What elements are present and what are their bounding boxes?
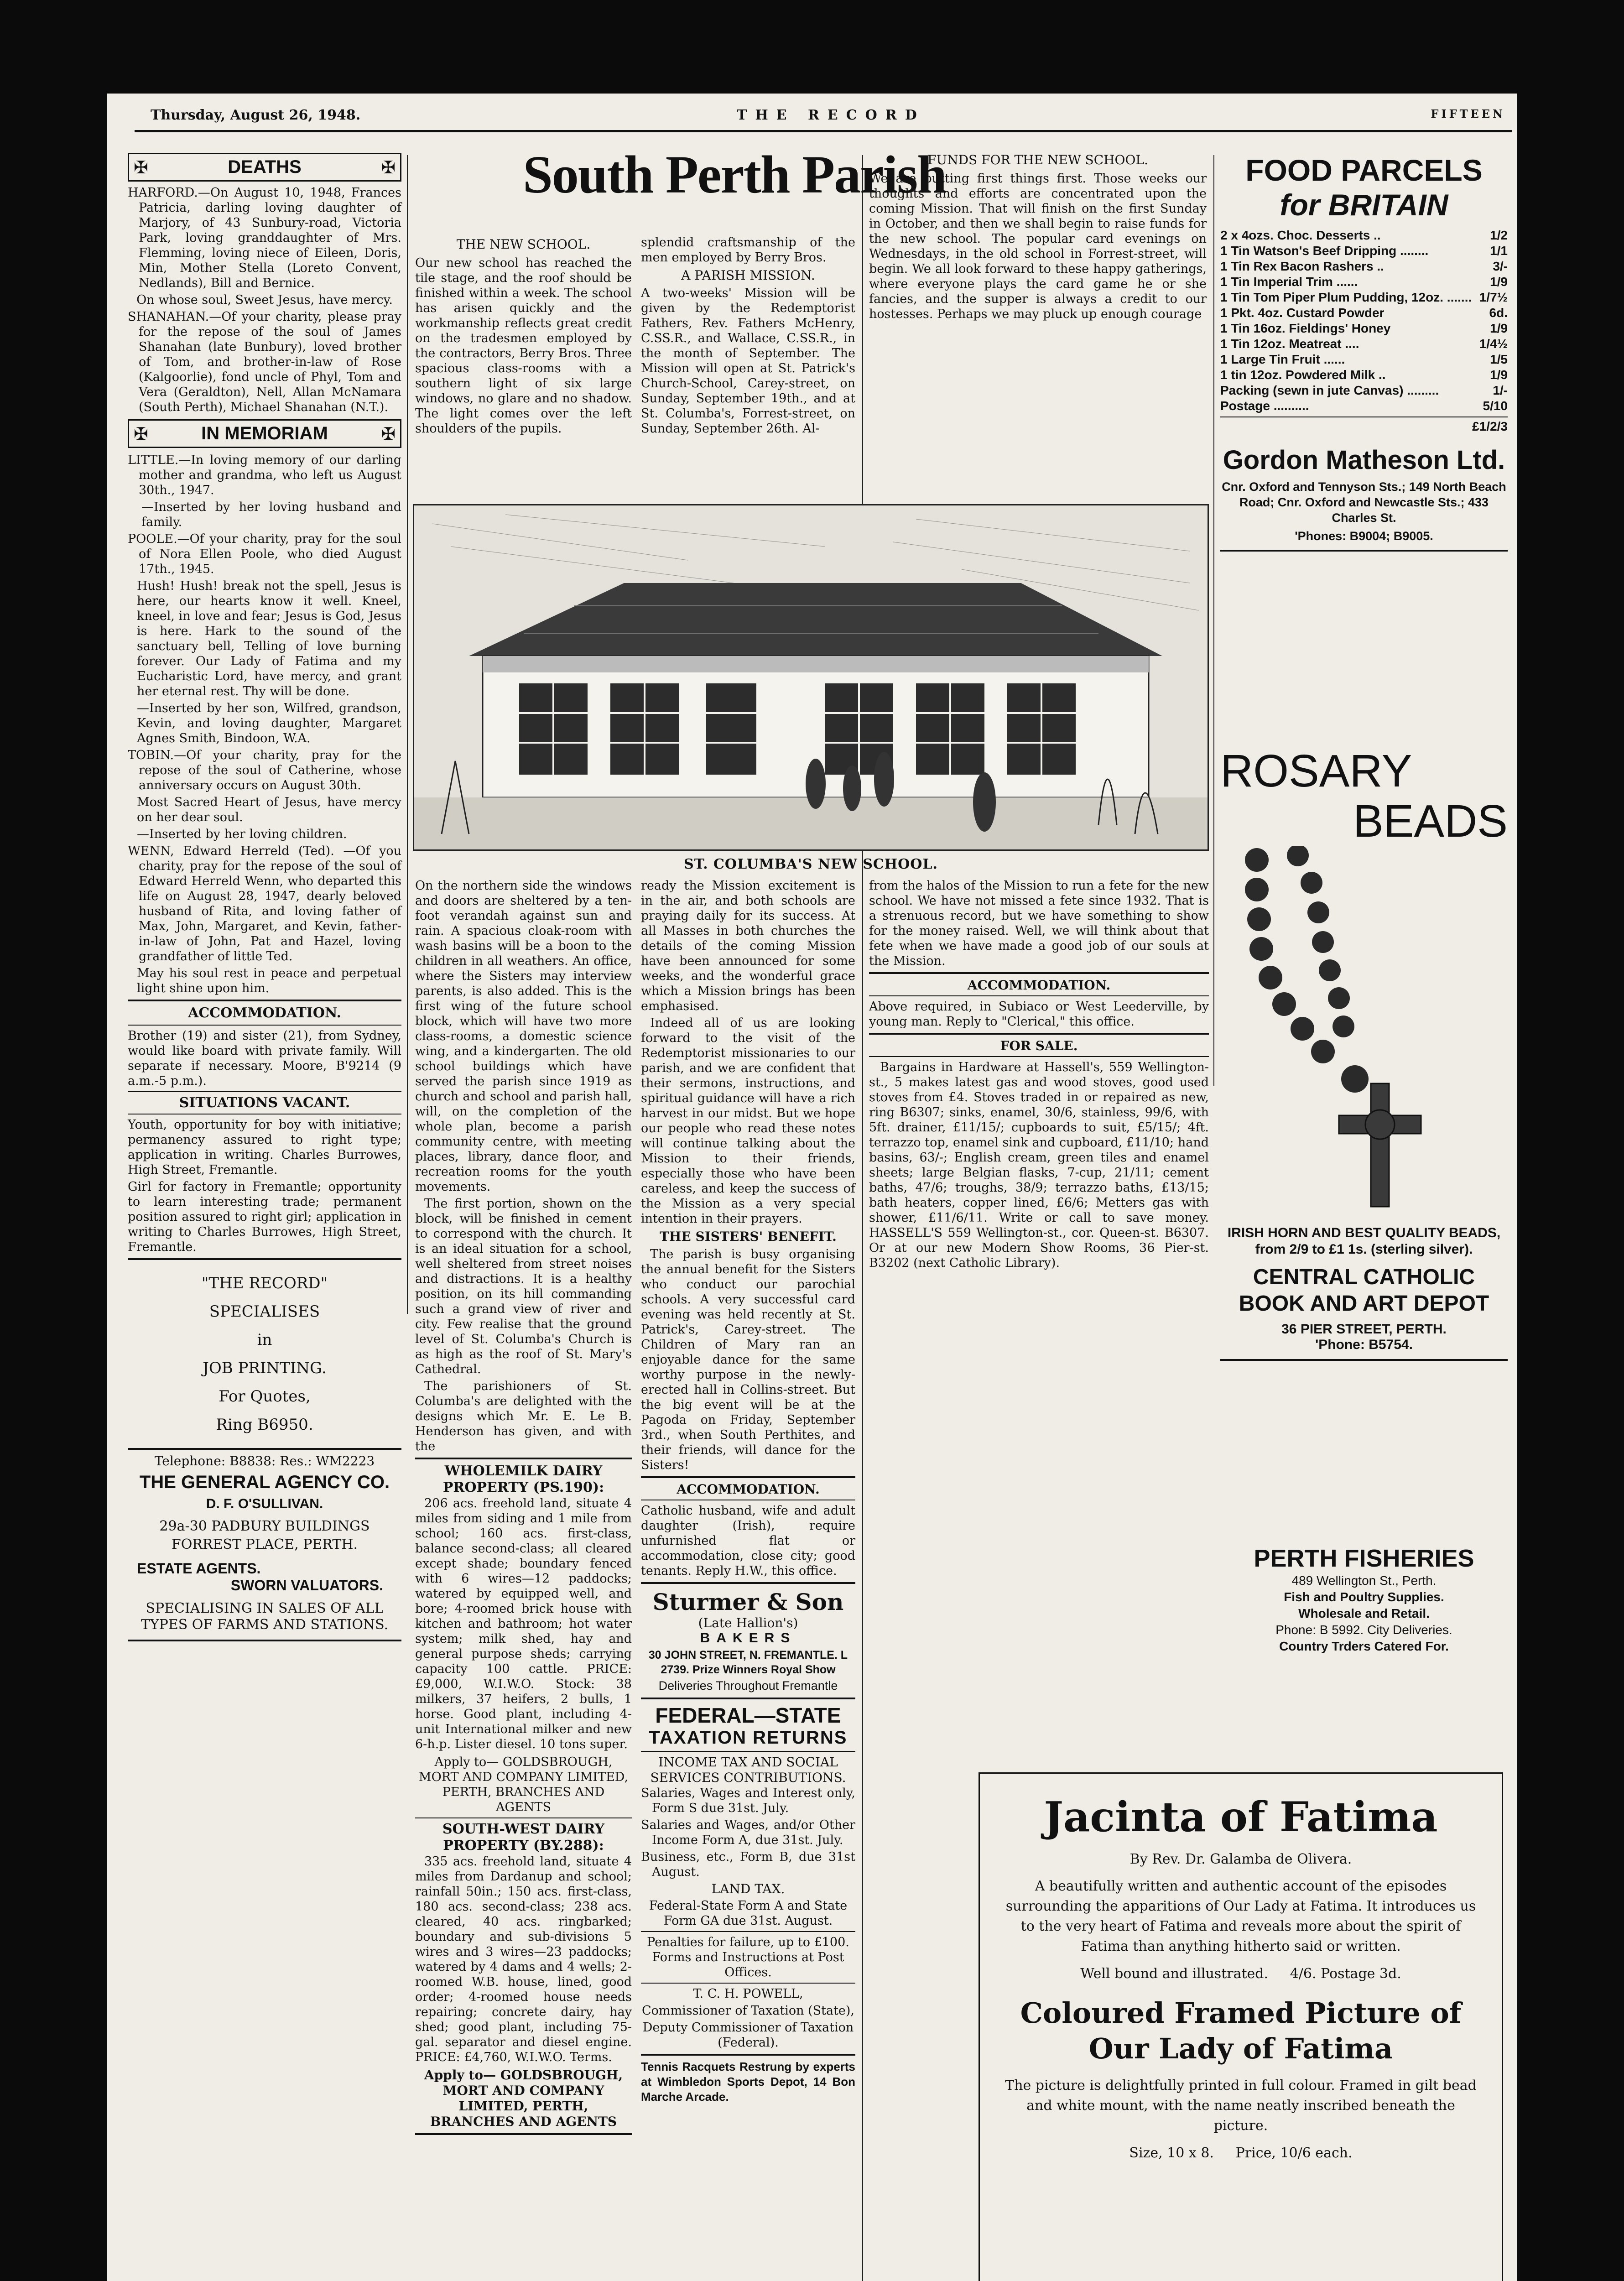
sturmer-name: Sturmer & Son [652, 1588, 844, 1615]
parish-col-b-lower [641, 878, 855, 2106]
death-notice: SHANAHAN.—Of your charity, please pray for the repose of the soul of James Shanahan (late Bunbury), loved brother of Tom, and brother-in-law of Rose (Kalgoorlie), fond uncle of Phyl, Tom and Vera (Geraldton), Nell, Allan McNamara (South Perth), Michael Shanahan (N.T.). [128, 310, 401, 414]
memoriam-heading: IN MEMORIAM [201, 423, 328, 443]
food-item-name: 1 Tin Watson's Beef Dripping ........ [1220, 244, 1429, 258]
parish-col-a-lower [415, 878, 632, 2139]
food-item [1220, 290, 1508, 305]
prayer-line: On whose soul, Sweet Jesus, have mercy. [136, 293, 393, 307]
mission-heading: A PARISH MISSION. [681, 268, 815, 283]
food-item-name: Packing (sewn in jute Canvas) ......... [1220, 383, 1439, 397]
dairy-heading: SOUTH-WEST DAIRY PROPERTY (BY.288): [442, 1821, 605, 1854]
rosary-ad [1220, 746, 1508, 1364]
tax-heading-2: TAXATION RETURNS [649, 1728, 848, 1748]
fatima-ad [979, 1772, 1503, 2281]
tax-signature: T. C. H. POWELL, [693, 1987, 803, 2001]
food-item-price: 1/1 [1490, 244, 1508, 258]
parish-paragraph: We are putting first things first. Those weeks our thoughts and efforts are concentrated upon the coming Mission. That will finish on the first Sunday in October, and then we shall begin to raise funds for the new school. The popular card evenings on Wednesdays, in the old school in Forrest-street, will begin. We all look forward to these happy gatherings, where everyone plays the card game he or she fancies, and the supper is always a credit to our hostesses. Perhaps we may pluck up enough courage [869, 172, 1207, 321]
situations-heading: SITUATIONS VACANT. [179, 1095, 350, 1111]
agency-address: 29a-30 PADBURY BUILDINGS FORREST PLACE, PERTH. [159, 1518, 370, 1552]
memoriam-notice: TOBIN.—Of your charity, pray for the repose of the soul of Catherine, whose anniversary occurs on August 30th. [128, 748, 401, 792]
food-item-price: 3/- [1493, 259, 1508, 273]
food-item [1220, 336, 1508, 352]
illustration-caption: ST. COLUMBA'S NEW SCHOOL. [684, 856, 938, 872]
rosary-phone: 'Phone: B5754. [1315, 1337, 1413, 1352]
food-total: £1/2/3 [1220, 417, 1508, 434]
food-item-name: Postage .......... [1220, 399, 1309, 413]
food-item-name: 1 tin 12oz. Powdered Milk .. [1220, 368, 1386, 382]
food-item [1220, 228, 1508, 243]
fisheries-line: Fish and Poultry Supplies. [1284, 1590, 1444, 1604]
parish-paragraph: A two-weeks' Mission will be given by the Redemptorist Fathers, Rev. Fathers McHenry, C.SS.R., and Wallace, C.SS.R., in the month of September. The Mission will open at St. Patrick's Church-School, Carey-street, on Sunday, September 19th., and at St. Columba's, Forrest-street, on Sunday, September 26th. Al- [641, 286, 855, 436]
food-item [1220, 383, 1508, 398]
inserted-by: —Inserted by her loving husband and family. [141, 500, 401, 529]
agency-valuators: SWORN VALUATORS. [230, 1577, 383, 1594]
sturmer-trade: BAKERS [700, 1630, 796, 1646]
food-address: Cnr. Oxford and Tennyson Sts.; 149 North Beach Road; Cnr. Oxford and Newcastle Sts.; 433 Charles St. [1222, 480, 1506, 525]
for-sale-heading: FOR SALE. [1000, 1038, 1078, 1053]
parish-col-b-upper [641, 235, 855, 438]
fisheries-catered: Country Trders Catered For. [1279, 1639, 1449, 1653]
food-heading-1: FOOD PARCELS [1245, 153, 1483, 187]
agency-estate: ESTATE AGENTS. [137, 1560, 261, 1577]
fatima-price-line [1005, 1966, 1477, 1982]
masthead-date: Thursday, August 26, 1948. [151, 107, 361, 123]
picture-price: Price, 10/6 each. [1235, 2145, 1353, 2161]
food-item [1220, 321, 1508, 336]
food-item [1220, 259, 1508, 274]
printing-ad-line: JOB PRINTING. [203, 1359, 327, 1377]
column-rule [407, 155, 408, 1314]
food-item-price: 1/7½ [1479, 290, 1508, 304]
fisheries-ad [1220, 1544, 1508, 1655]
food-heading-2: for BRITAIN [1280, 188, 1448, 222]
sturmer-address: 30 JOHN STREET, N. FREMANTLE. L 2739. Prize Winners Royal Show [648, 1649, 848, 1676]
tax-subheading: INCOME TAX AND SOCIAL SERVICES CONTRIBUTIONS. [650, 1755, 846, 1785]
school-building-drawing [414, 505, 1209, 851]
picture-price-line [1005, 2145, 1477, 2161]
printing-ad-line: "THE RECORD" [201, 1274, 328, 1292]
printing-ad-line: in [257, 1331, 272, 1349]
parish-col-c-lower [869, 878, 1209, 1272]
dairy-apply: Apply to— GOLDSBROUGH, MORT AND COMPANY LIMITED, PERTH, BRANCHES AND AGENTS [418, 1755, 629, 1814]
agency-specialising: SPECIALISING IN SALES OF ALL TYPES OF FARMS AND STATIONS. [141, 1600, 389, 1633]
food-item-name: 1 Tin Tom Piper Plum Pudding, 12oz. ....... [1220, 290, 1472, 304]
food-item [1220, 398, 1508, 414]
cross-icon: ✠ [381, 157, 396, 177]
food-item-list [1220, 228, 1508, 414]
fatima-bound: Well bound and illustrated. [1080, 1966, 1269, 1982]
tax-signature: Commissioner of Taxation (State), [641, 2004, 854, 2018]
parish-paragraph: Our new school has reached the tile stage, and the roof should be finished within a week. The school has arisen quickly and the workmanship reflects great credit on the tradesmen employed by the contractors, Berry Bros. Three spacious class-rooms with a southern light of six large windows, no glare and no shadow. The light comes over the left shoulders of the pupils. [415, 256, 632, 436]
new-school-heading: THE NEW SCHOOL. [456, 237, 591, 252]
column-rule [1213, 155, 1214, 1086]
tax-line: Business, etc., Form B, due 31st August. [641, 1850, 855, 1879]
funds-heading: FUNDS FOR THE NEW SCHOOL. [927, 152, 1148, 167]
column-rule [862, 155, 863, 2281]
sturmer-deliveries: Deliveries Throughout Fremantle [658, 1679, 838, 1693]
rosary-depot: CENTRAL CATHOLIC BOOK AND ART DEPOT [1239, 1265, 1489, 1316]
prayer-line: May his soul rest in peace and perpetual light shine upon him. [137, 966, 401, 995]
masthead-page: FIFTEEN [1431, 107, 1505, 120]
accommodation-ad: Catholic husband, wife and adult daughter (Irish), require unfurnished flat or accommodation, close city; good tenants. Reply H.W., this office. [641, 1504, 855, 1578]
dairy-apply: Apply to— GOLDSBROUGH, MORT AND COMPANY LIMITED, PERTH, BRANCHES AND AGENTS [424, 2067, 623, 2129]
picture-heading: Our Lady of Fatima [1088, 2032, 1393, 2065]
agency-phones: Telephone: B8838: Res.: WM2223 [154, 1453, 375, 1469]
sturmer-late: (Late Hallion's) [698, 1615, 798, 1630]
agency-name: THE GENERAL AGENCY CO. [139, 1472, 390, 1492]
parish-paragraph: The parish is busy organising the annual benefit for the Sisters who conduct our parochial schools. A very successful card evening was held recently at St. Patrick's, Carey-street. The Children of Mary ran an enjoyable dance for the same worthy purpose in the newly-erected hall in Collins-street. But the big event will be at the Pagoda on Friday, September 3rd., when South Perthites, and their friends, will dance for the Sisters! [641, 1247, 855, 1472]
food-item [1220, 305, 1508, 321]
food-phones: 'Phones: B9004; B9005. [1295, 529, 1433, 543]
parish-col-c-upper [869, 153, 1207, 323]
death-notice: HARFORD.—On August 10, 1948, Frances Patricia, darling loving daughter of Marjory, of 43 Sunbury-road, Victoria Park, loving granddaughter of Mrs. Flemming, loving niece of Eileen, Doris, Min, Mother Stella (Loreto Convent, Nedlands), Bill and Bernice. [128, 186, 401, 290]
inserted-by: —Inserted by her loving children. [137, 827, 347, 841]
rosary-beads-icon [1220, 846, 1508, 1220]
parish-paragraph: ready the Mission excitement is in the air, and both schools are praying daily for its success. At all Masses in both churches the details of the coming Mission have been announced for some weeks, and the wonderful grace which a Mission brings has been emphasised. [641, 879, 855, 1013]
sturmer-ad [641, 1588, 855, 1693]
food-item [1220, 352, 1508, 367]
memoriam-header [128, 419, 401, 448]
tax-line: Federal-State Form A and State Form GA due 31st. August. [649, 1899, 848, 1928]
deaths-header [128, 153, 401, 182]
parish-paragraph: splendid craftsmanship of the men employed by Berry Bros. [641, 235, 855, 265]
fisheries-line: Wholesale and Retail. [1298, 1606, 1430, 1620]
printing-ad-line: SPECIALISES [209, 1302, 320, 1321]
fatima-title: Jacinta of Fatima [1044, 1793, 1438, 1841]
food-item-price: 5/10 [1483, 399, 1508, 413]
memoriam-notice: POOLE.—Of your charity, pray for the soul of Nora Ellen Poole, who died August 17th., 1945. [128, 532, 401, 576]
food-item-name: 1 Tin Imperial Trim ...... [1220, 275, 1358, 289]
food-item-price: 6d. [1489, 306, 1508, 320]
fisheries-address: 489 Wellington St., Perth. [1291, 1573, 1437, 1588]
accommodation-heading: ACCOMMODATION. [677, 1482, 820, 1497]
food-item-name: 1 Tin Rex Bacon Rashers .. [1220, 259, 1384, 273]
situation-ad: Youth, opportunity for boy with initiative; permanency assured to right type; application in writing. Charles Burrowes, High Street, Fremantle. [128, 1118, 401, 1177]
food-item [1220, 243, 1508, 259]
parish-paragraph: On the northern side the windows and doors are sheltered by a ten-foot verandah against sun and rain. A spacious cloak-room with wash basins will be a boon to the children in all weathers. An office, where the Sisters may interview parents, is also added. This is the first wing of the future school block, which will have two more class-rooms, a domestic science wing, and a kindergarten. The old school buildings which have served the parish since 1919 as church and school and parish hall, will, on the completion of the whole plan, become a parish community centre, with meeting places, library, dance floor, and recreation rooms for the youth movements. [415, 879, 632, 1194]
food-item-price: 1/9 [1490, 275, 1508, 289]
masthead-title: THE RECORD [737, 107, 925, 123]
food-item-price: 1/9 [1490, 321, 1508, 335]
cross-icon: ✠ [134, 423, 148, 444]
parish-col-a-upper [415, 235, 632, 438]
cross-icon: ✠ [381, 423, 396, 444]
printing-ad-line: Ring B6950. [216, 1416, 313, 1434]
dairy-heading: WHOLEMILK DAIRY PROPERTY (PS.190): [442, 1463, 604, 1495]
food-item-name: 1 Tin 12oz. Meatreat .... [1220, 337, 1359, 351]
memoriam-notice: LITTLE.—In loving memory of our darling mother and grandma, who left us August 30th., 1947. [128, 453, 401, 497]
tax-penalties: Penalties for failure, up to £100. Forms and Instructions at Post Offices. [647, 1935, 849, 1979]
situation-ad: Girl for factory in Fremantle; opportunity to learn interesting trade; permanent position assured to right girl; application in writing to Charles Burrowes, High Street, Fremantle. [128, 1180, 401, 1254]
printing-ad-line: For Quotes, [219, 1387, 311, 1406]
accommodation-heading: ACCOMMODATION. [967, 978, 1111, 993]
rosary-address: 36 PIER STREET, PERTH. [1281, 1322, 1447, 1337]
tax-line: Salaries and Wages, and/or Other Income Form A, due 31st. July. [641, 1818, 855, 1847]
tax-heading-1: FEDERAL—STATE [655, 1703, 841, 1727]
food-item-price: 1/5 [1490, 352, 1508, 366]
food-item-name: 1 Large Tin Fruit ...... [1220, 352, 1345, 366]
rosary-heading-2: BEADS [1353, 796, 1508, 847]
masthead-rule [135, 130, 1512, 132]
newspaper-page [107, 94, 1517, 2281]
accommodation-heading: ACCOMMODATION. [188, 1005, 341, 1021]
accommodation-ad: Above required, in Subiaco or West Leederville, by young man. Reply to "Clerical," this office. [869, 1000, 1209, 1029]
tennis-ad: Tennis Racquets Restrung by experts at Wimbledon Sports Depot, 14 Bon Marche Arcade. [641, 2060, 855, 2104]
cross-icon: ✠ [134, 157, 148, 177]
food-item-price: 1/4½ [1479, 337, 1508, 351]
food-item-name: 1 Tin 16oz. Fieldings' Honey [1220, 321, 1391, 335]
picture-heading: Coloured Framed Picture of [1020, 1996, 1462, 2030]
food-item-price: 1/- [1493, 383, 1508, 397]
dairy-listing: 206 acs. freehold land, situate 4 miles from siding and 1 mile from school; 160 acs. first-class, balance second-class; all cleared except shade; boundary fenced with 6 wires—12 paddocks; watered by equipped well, and bore; 4-roomed brick house with kitchen and bathroom; hot water system; milk shed, hay and general purpose sheds; carrying capacity 100 cattle. PRICE: £9,000, W.I.W.O. Stock: 38 milkers, 37 heifers, 2 bulls, 1 horse. Good plant, including 4-unit International milker and new 6-h.p. Lister diesel. 10 tons super. [415, 1496, 632, 1751]
food-company: Gordon Matheson Ltd. [1223, 445, 1505, 475]
food-item-price: 1/9 [1490, 368, 1508, 382]
land-tax-heading: LAND TAX. [711, 1881, 785, 1896]
food-item [1220, 367, 1508, 383]
food-item-name: 1 Pkt. 4oz. Custard Powder [1220, 306, 1385, 320]
school-illustration [413, 504, 1209, 851]
inserted-by: —Inserted by her son, Wilfred, grandson, Kevin, and loving daughter, Margaret Agnes Smith, Bindoon, W.A. [137, 701, 401, 745]
deaths-heading: DEATHS [228, 157, 302, 177]
sisters-heading: THE SISTERS' BENEFIT. [660, 1229, 837, 1244]
parish-paragraph: Indeed all of us are looking forward to the visit of the Redemptorist missionaries to our parish, and we are confident that their sermons, instructions, and spiritual guidance will have a rich harvest in our midst. But we hope our people who read these notes will continue talking about the Mission to their friends, especially those who have been careless, and keep the success of the Mission as a very special intention in their prayers. [641, 1016, 855, 1226]
tax-signature: Deputy Commissioner of Taxation (Federal). [642, 2021, 854, 2050]
parish-title: South Perth Parish [523, 145, 946, 204]
prayer-line: Most Sacred Heart of Jesus, have mercy on her dear soul. [137, 795, 401, 824]
fatima-price: 4/6. Postage 3d. [1290, 1966, 1401, 1982]
fatima-author: By Rev. Dr. Galamba de Olivera. [1130, 1851, 1352, 1867]
fisheries-name: PERTH FISHERIES [1254, 1545, 1474, 1572]
printing-ad [128, 1269, 401, 1439]
rosary-description: IRISH HORN AND BEST QUALITY BEADS, from 2/9 to £1 1s. (sterling silver). [1227, 1225, 1501, 1257]
agency-owner: D. F. O'SULLIVAN. [206, 1496, 323, 1511]
column-1 [128, 153, 401, 1645]
parish-paragraph: The first portion, shown on the block, will be finished in cement to correspond with the church. It is an ideal situation for a school, well sheltered from street noises and distractions. It is a healthy position, on its hill commanding such a grand view of river and city. Few realise that the ground level of St. Columba's Church is as high as the roof of St. Mary's Cathedral. [415, 1197, 632, 1376]
rosary-heading-1: ROSARY [1220, 745, 1412, 797]
dairy-listing: 335 acs. freehold land, situate 4 miles from Dardanup and school; rainfall 50in.; 150 acs. first-class, 180 acs. second-class; 238 acs. cleared, 40 acs. ringbarked; boundary and sub-divisions 5 wires and 3 wires—23 paddocks; watered by 4 dams and 4 wells; 2-roomed W.B. house, lined, good order; 4-roomed house needs repairing; concrete dairy, hay shed; good plant, including 75-gal. separator and diesel engine. PRICE: £4,760, W.I.W.O. Terms. [415, 1854, 632, 2064]
for-sale-ad: Bargains in Hardware at Hassell's, 559 Wellington-st., 5 makes latest gas and wood stoves, good used stoves from £4. Stoves traded in or repaired as new, ring B6307; sinks, enamel, 30/6, stainless, 99/6, with 5ft. drainer, £11/15/; cupboards to suit, £5/15/; 4ft. terrazzo top, enamel sink and cupboard, £11/10; hand basins, 63/-; English cream, green tiles and enamel sheets; large Belgian flasks, 7-cup, 21/11; cement baths, 47/6; troughs, 38/9; terrazzo baths, £13/15; bath heaters, copper lined, £6/6; Metters gas with shower, £11/6/11. Write or call to save money. HASSELL'S 559 Wellington-st., cor. Queen-st. B6307. Or at our new Modern Show Rooms, 36 Pier-st. B3202 (next Catholic Library). [869, 1060, 1209, 1270]
food-item [1220, 274, 1508, 290]
food-item-price: 1/2 [1490, 228, 1508, 242]
parish-paragraph: from the halos of the Mission to run a fete for the new school. We have not missed a fete since 1932. That is a strenuous record, but we have something to show for the money raised. Well, we will think about that fete when we have made a good job of our souls at the Mission. [869, 879, 1209, 968]
food-item-name: 2 x 4ozs. Choc. Desserts .. [1220, 228, 1381, 242]
memorial-verse: Hush! Hush! break not the spell, Jesus is here, our hearts know it well. Kneel, kneel, in love and fear; Jesus is God, Jesus is here. Hark to the sound of the sanctuary bell, Telling of love burning forever. Our Lady of Fatima and my Eucharistic Lord, have mercy, and grant her eternal rest. Thy will be done. [137, 579, 401, 698]
memoriam-notice: WENN, Edward Herreld (Ted). —Of you charity, pray for the repose of the soul of Edward Herreld Wenn, who departed this life on August 28, 1947, dearly beloved husband of Rita, and loving father of Max, John, Margaret, and Kevin, father-in-law of John, Pat and Hazel, loving grandfather of little Ted. [128, 844, 401, 963]
picture-size: Size, 10 x 8. [1129, 2145, 1214, 2161]
picture-description: The picture is delightfully printed in full colour. Framed in gilt bead and white mount, with the name neatly inscribed beneath the picture. [1005, 2078, 1477, 2134]
accommodation-ad: Brother (19) and sister (21), from Sydney, would like board with private family. Will separate if necessary. Moore, B'9214 (9 a.m.-5 p.m.). [128, 1029, 401, 1088]
food-parcels-ad [1220, 153, 1508, 555]
parish-paragraph: The parishioners of St. Columba's are delighted with the designs which Mr. E. Le B. Henderson has given, and with the [415, 1379, 632, 1453]
fatima-description: A beautifully written and authentic account of the episodes surrounding the apparitions of Our Lady at Fatima. It introduces us to the very heart of Fatima and reveals more about the spirit of Fatima than anything hitherto said or written. [1005, 1878, 1476, 1954]
fisheries-phone: Phone: B 5992. City Deliveries. [1275, 1623, 1452, 1637]
tax-line: Salaries, Wages and Interest only, Form S due 31st. July. [641, 1786, 855, 1815]
